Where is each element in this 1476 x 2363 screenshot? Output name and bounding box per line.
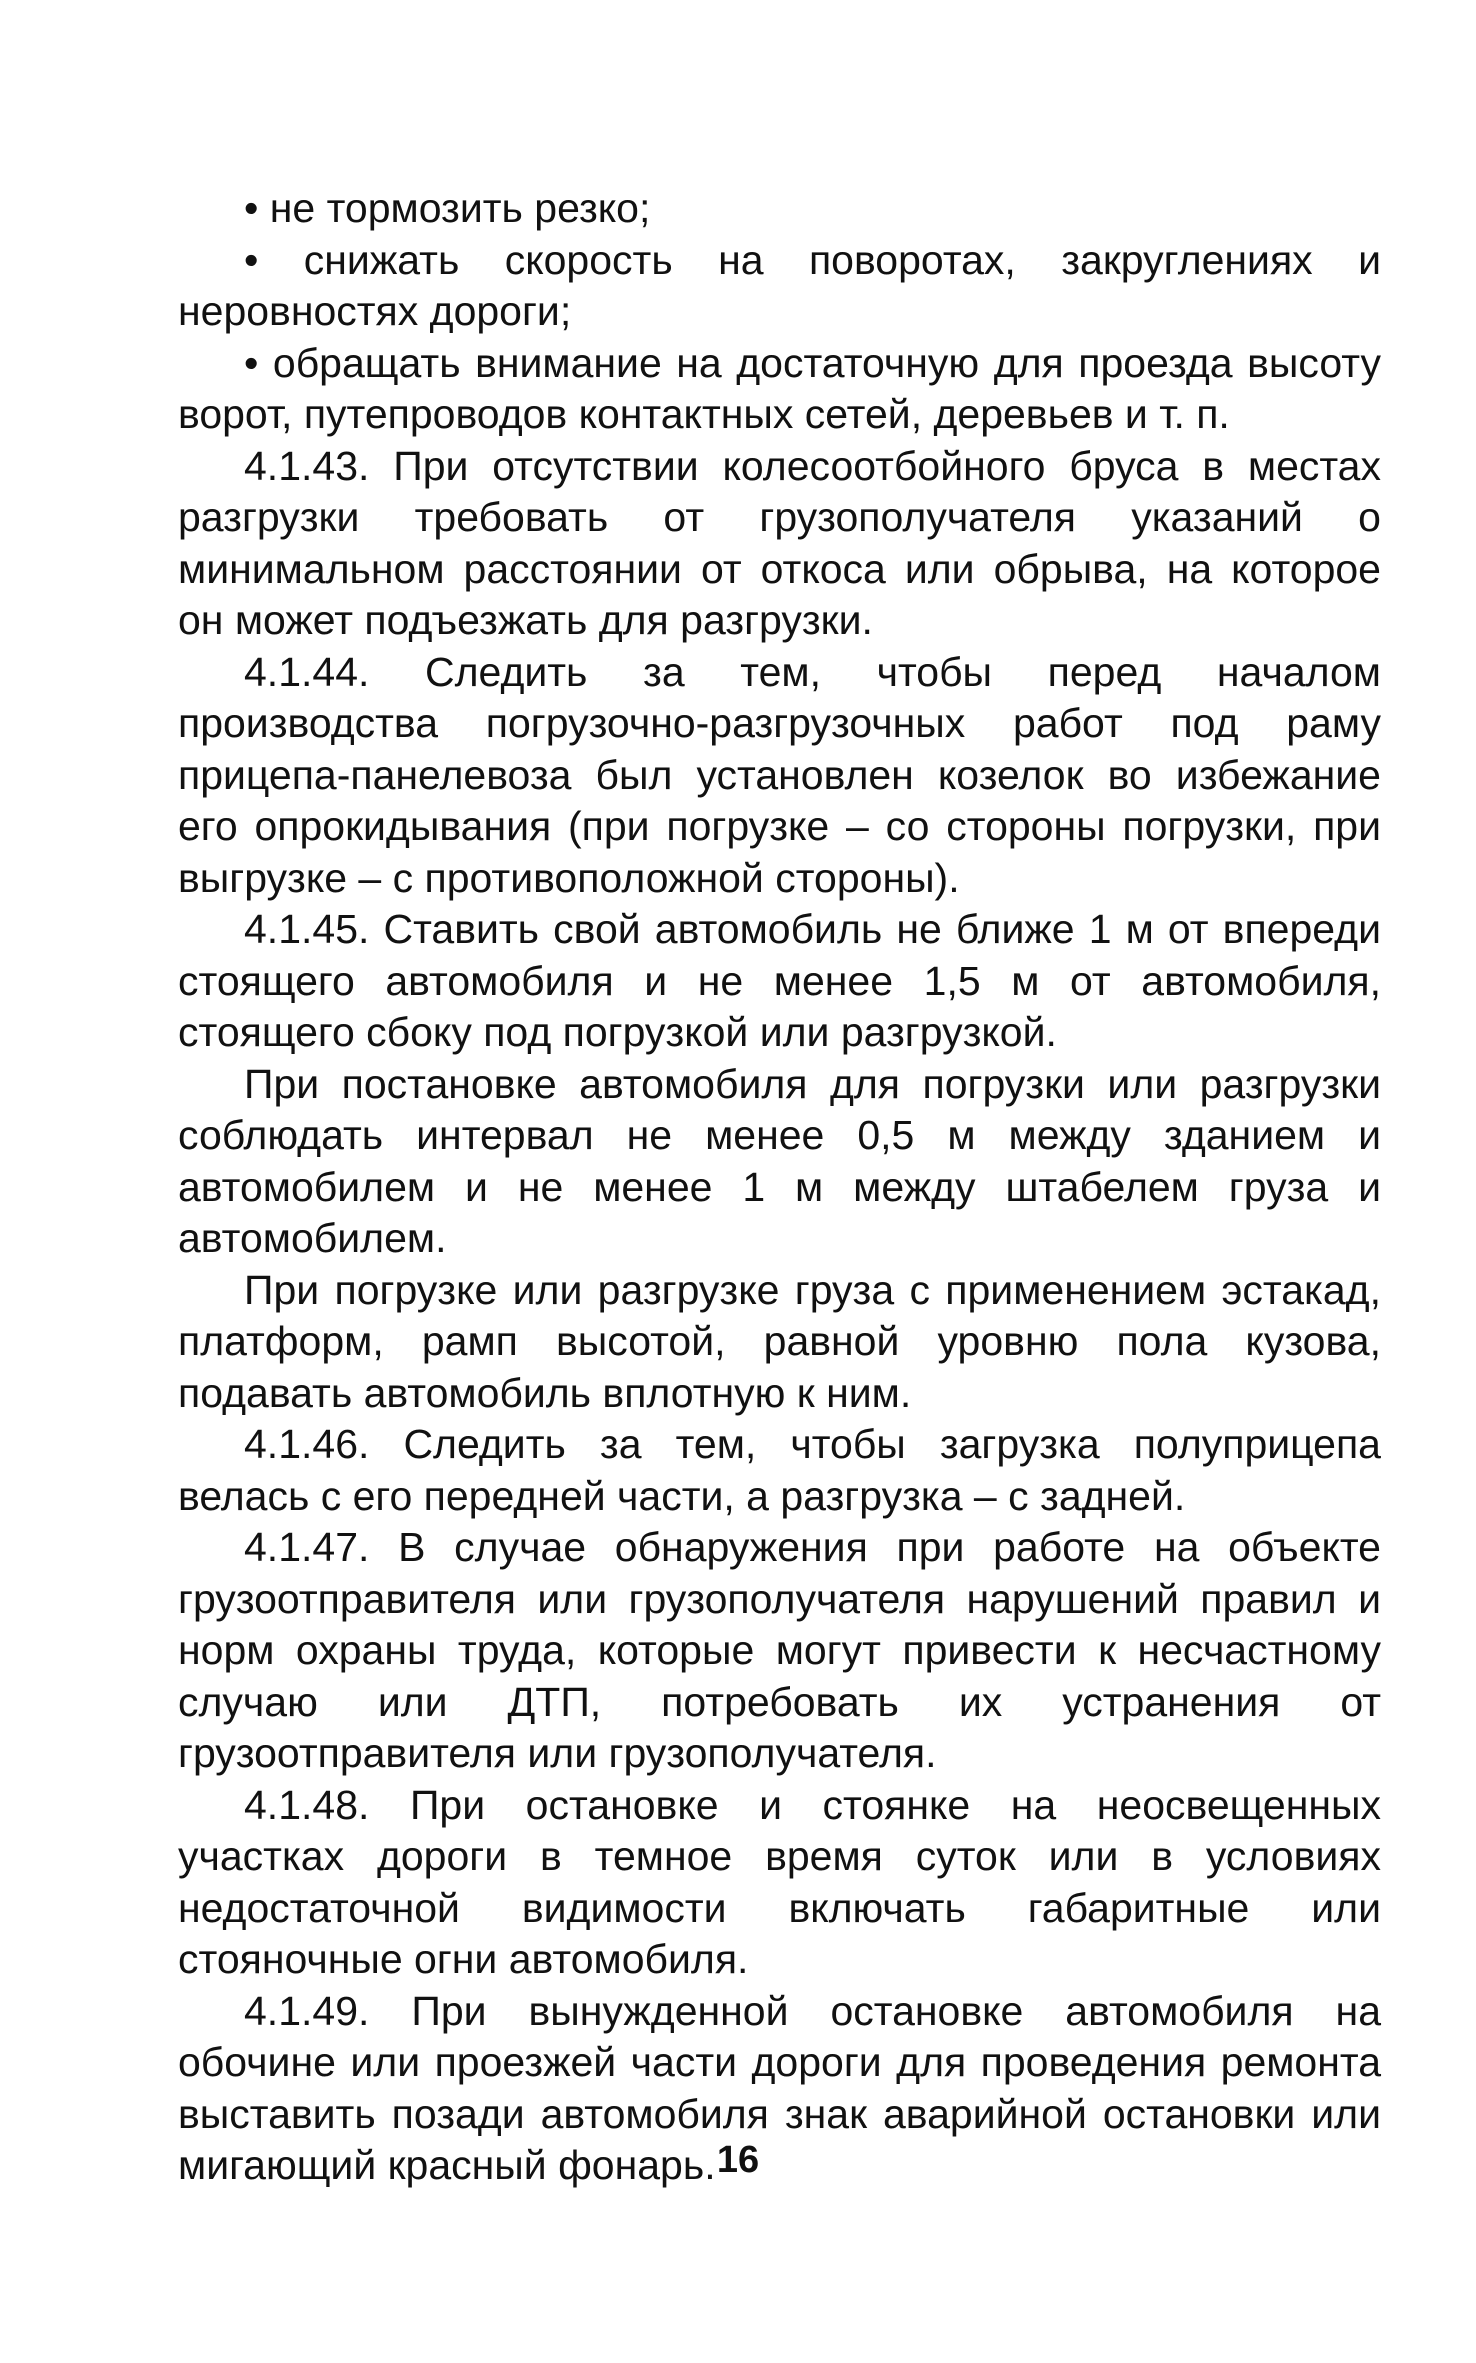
clause-4-1-48: 4.1.48. При остановке и стоянке на неосвещенных участках дороги в темное время суток или в условиях недостаточной видимости включать габаритные или стояночные огни автомобиля. xyxy=(178,1781,1381,1982)
clause-4-1-47: 4.1.47. В случае обнаружения при работе на объекте грузоотправителя или грузополучателя нарушений правил и норм охраны труда, которые могут привести к несчастному случаю или ДТП, потребовать их устранения от грузоотправителя или грузополучателя. xyxy=(178,1524,1381,1776)
bullet-no-hard-braking: • не тормозить резко; xyxy=(244,185,651,231)
page-body xyxy=(178,183,1381,2192)
clause-4-1-43: 4.1.43. При отсутствии колесоотбойного бруса в местах разгрузки требовать от грузополучателя указаний о минимальном расстоянии от откоса или обрыва, на которое он может подъезжать для разгрузки. xyxy=(178,442,1381,643)
bullet-reduce-speed: • снижать скорость на поворотах, закруглениях и неровностях дороги; xyxy=(178,236,1381,334)
bullet-clearance-height: • обращать внимание на достаточную для проезда высоту ворот, путепроводов контактных сетей, деревьев и т. п. xyxy=(178,339,1381,437)
clause-4-1-46: 4.1.46. Следить за тем, чтобы загрузка полуприцепа велась с его передней части, а разгрузка – с задней. xyxy=(178,1421,1381,1519)
page-number: 16 xyxy=(716,2139,760,2181)
clause-4-1-45-interval: При постановке автомобиля для погрузки или разгрузки соблюдать интервал не менее 0,5 м между зданием и автомобилем и не менее 1 м между штабелем груза и автомобилем. xyxy=(178,1060,1381,1261)
clause-4-1-45-platforms: При погрузке или разгрузке груза с применением эстакад, платформ, рамп высотой, равной уровню пола кузова, подавать автомобиль вплотную к ним. xyxy=(178,1266,1381,1416)
clause-4-1-44: 4.1.44. Следить за тем, чтобы перед началом производства погрузочно-разгрузочных работ под раму прицепа-панелевоза был установлен козелок во избежание его опрокидывания (при погрузке – со стороны погрузки, при выгрузке – с противоположной стороны). xyxy=(178,648,1381,901)
clause-4-1-45: 4.1.45. Ставить свой автомобиль не ближе 1 м от впереди стоящего автомобиля и не менее 1,5 м от автомобиля, стоящего сбоку под погрузкой или разгрузкой. xyxy=(178,906,1381,1055)
clause-4-1-49: 4.1.49. При вынужденной остановке автомобиля на обочине или проезжей части дороги для проведения ремонта выставить позади автомобиля знак аварийной остановки или мигающий красный фонарь. xyxy=(178,1987,1381,2188)
